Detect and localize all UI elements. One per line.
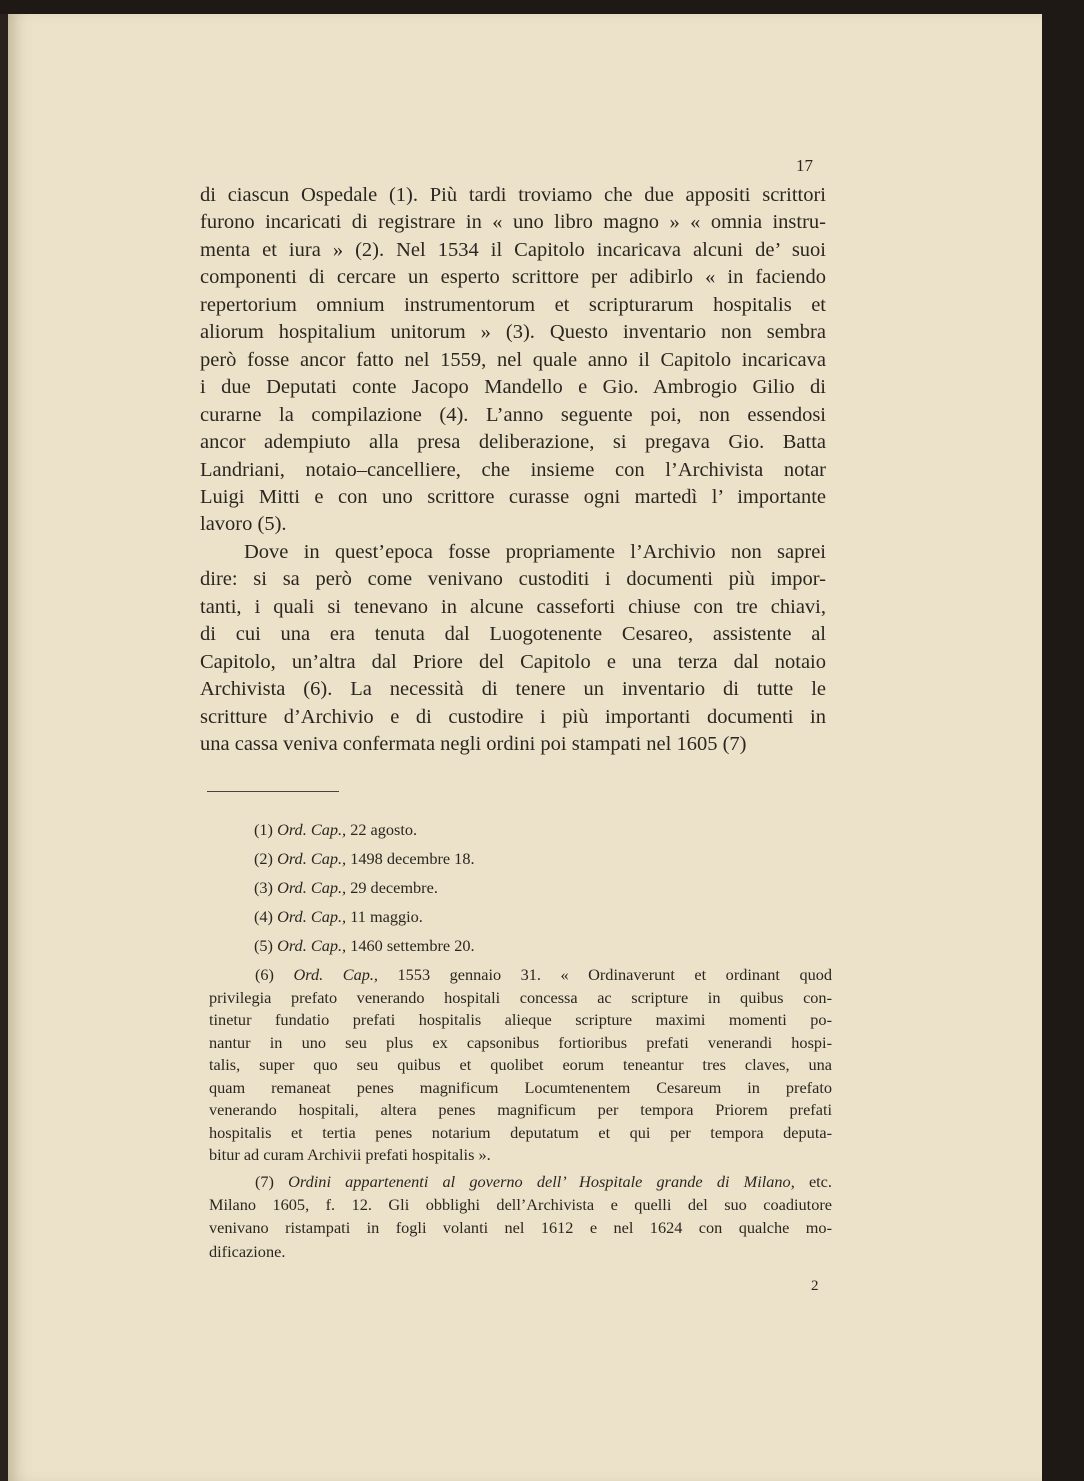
footnote-text: 29 decembre.	[350, 878, 438, 897]
scan-border-top	[0, 0, 1084, 14]
footnote	[254, 907, 423, 927]
footnote-line: dificazione.	[209, 1241, 286, 1261]
footnote-text: 1460 settembre 20.	[350, 936, 475, 955]
body-line: aliorum hospitalium unitorum » (3). Questo inventario non sembra	[200, 321, 826, 344]
body-line: Archivista (6). La necessità di tenere un inventario di tutte le	[200, 678, 826, 701]
body-line: scritture d’Archivio e di custodire i più importanti documenti in	[200, 705, 826, 728]
footnote-number: (5)	[254, 936, 273, 955]
body-line: Capitolo, un’altra dal Priore del Capitolo e una terza dal notaio	[200, 650, 826, 673]
body-line: però fosse ancor fatto nel 1559, nel quale anno il Capitolo incaricava	[200, 348, 826, 371]
footnote-text: 11 maggio.	[350, 907, 423, 926]
footnote-line: venivano ristampati in fogli volanti nel 1612 e nel 1624 con qualche mo-	[209, 1218, 832, 1238]
footnote-number: (7)	[255, 1172, 274, 1191]
footnote-source: Ord. Cap.,	[293, 965, 378, 984]
body-line: curarne la compilazione (4). L’anno seguente poi, non essendosi	[200, 403, 826, 426]
body-line: Dove in quest’epoca fosse propriamente l’Archivio non saprei	[244, 540, 826, 563]
body-line: Luigi Mitti e con uno scrittore curasse ogni martedì l’ importante	[200, 485, 826, 508]
footnote-source: Ord. Cap.,	[277, 878, 347, 897]
body-line: repertorium omnium instrumentorum et scripturarum hospitalis et	[200, 293, 826, 316]
footnote	[254, 936, 475, 956]
footnote	[254, 849, 475, 869]
footnote-line: hospitalis et tertia penes notarium deputatum et qui per tempora deputa-	[209, 1122, 832, 1142]
footnote	[254, 820, 417, 840]
body-line: di ciascun Ospedale (1). Più tardi troviamo che due appositi scrittori	[200, 184, 826, 206]
footnote-source: Ordini appartenenti al governo dell’ Hospitale grande di Milano,	[288, 1172, 795, 1191]
body-line: Landriani, notaio–cancelliere, che insieme con l’Archivista notar	[200, 458, 826, 481]
body-line: furono incaricati di registrare in « uno libro magno » « omnia instru-	[200, 211, 826, 234]
footnote	[209, 1172, 832, 1192]
page-number: 17	[796, 156, 813, 175]
body-line: ancor adempiuto alla presa deliberazione, si pregava Gio. Batta	[200, 431, 826, 454]
footnote-number: (4)	[254, 907, 273, 926]
footnote	[254, 878, 438, 898]
footnote-text: 1553 gennaio 31. « Ordinaverunt et ordinant quod	[397, 965, 833, 984]
body-line: tanti, i quali si tenevano in alcune casseforti chiuse con tre chiavi,	[200, 595, 826, 618]
footnote-line: nantur in uno seu plus ex capsonibus fortioribus prefati venerandi hospi-	[209, 1032, 832, 1052]
body-line: menta et iura » (2). Nel 1534 il Capitolo incaricava alcuni de’ suoi	[200, 238, 826, 261]
footnote-number: (3)	[254, 878, 273, 897]
body-line: di cui una era tenuta dal Luogotenente Cesareo, assistente al	[200, 623, 826, 646]
footnote-source: Ord. Cap.,	[277, 907, 347, 926]
scan-border-right	[1042, 0, 1084, 1481]
footnote-source: Ord. Cap.,	[277, 936, 347, 955]
footnote-source: Ord. Cap.,	[277, 820, 347, 839]
footnote-separator	[207, 791, 339, 792]
footnote-text: 22 agosto.	[350, 820, 418, 839]
footnote-text: 1498 decembre 18.	[350, 849, 475, 868]
footnote-number: (6)	[255, 965, 274, 984]
footnote-line: Milano 1605, f. 12. Gli obblighi dell’Archivista e quelli del suo coadiutore	[209, 1195, 832, 1214]
footnote-number: (1)	[254, 820, 273, 839]
footnote-line: bitur ad curam Archivii prefati hospitalis ».	[209, 1145, 491, 1164]
footnote-line: talis, super quo seu quibus et quolibet eorum teneantur tres claves, una	[209, 1055, 832, 1074]
footnote-number: (2)	[254, 849, 273, 868]
footnote	[209, 965, 832, 985]
footnote-text: etc.	[808, 1172, 832, 1191]
footnote-line: venerando hospitali, altera penes magnificum per tempora Priorem prefati	[209, 1100, 832, 1119]
signature-mark: 2	[811, 1278, 819, 1294]
footnote-line: privilegia prefato venerando hospitali concessa ac scripture in quibus con-	[209, 987, 832, 1007]
body-line: dire: si sa però come venivano custoditi i documenti più impor-	[200, 568, 826, 591]
body-line: lavoro (5).	[200, 513, 287, 536]
body-line: componenti di cercare un esperto scrittore per adibirlo « in faciendo	[200, 266, 826, 289]
body-line: una cassa veniva confermata negli ordini poi stampati nel 1605 (7)	[200, 733, 747, 755]
body-line: i due Deputati conte Jacopo Mandello e Gio. Ambrogio Gilio di	[200, 376, 826, 399]
footnote-source: Ord. Cap.,	[277, 849, 347, 868]
footnote-line: tinetur fundatio prefati hospitalis alieque scripture maximi momenti po-	[209, 1010, 832, 1029]
footnote-line: quam remaneat penes magnificum Locumtenentem Cesareum in prefato	[209, 1077, 832, 1097]
